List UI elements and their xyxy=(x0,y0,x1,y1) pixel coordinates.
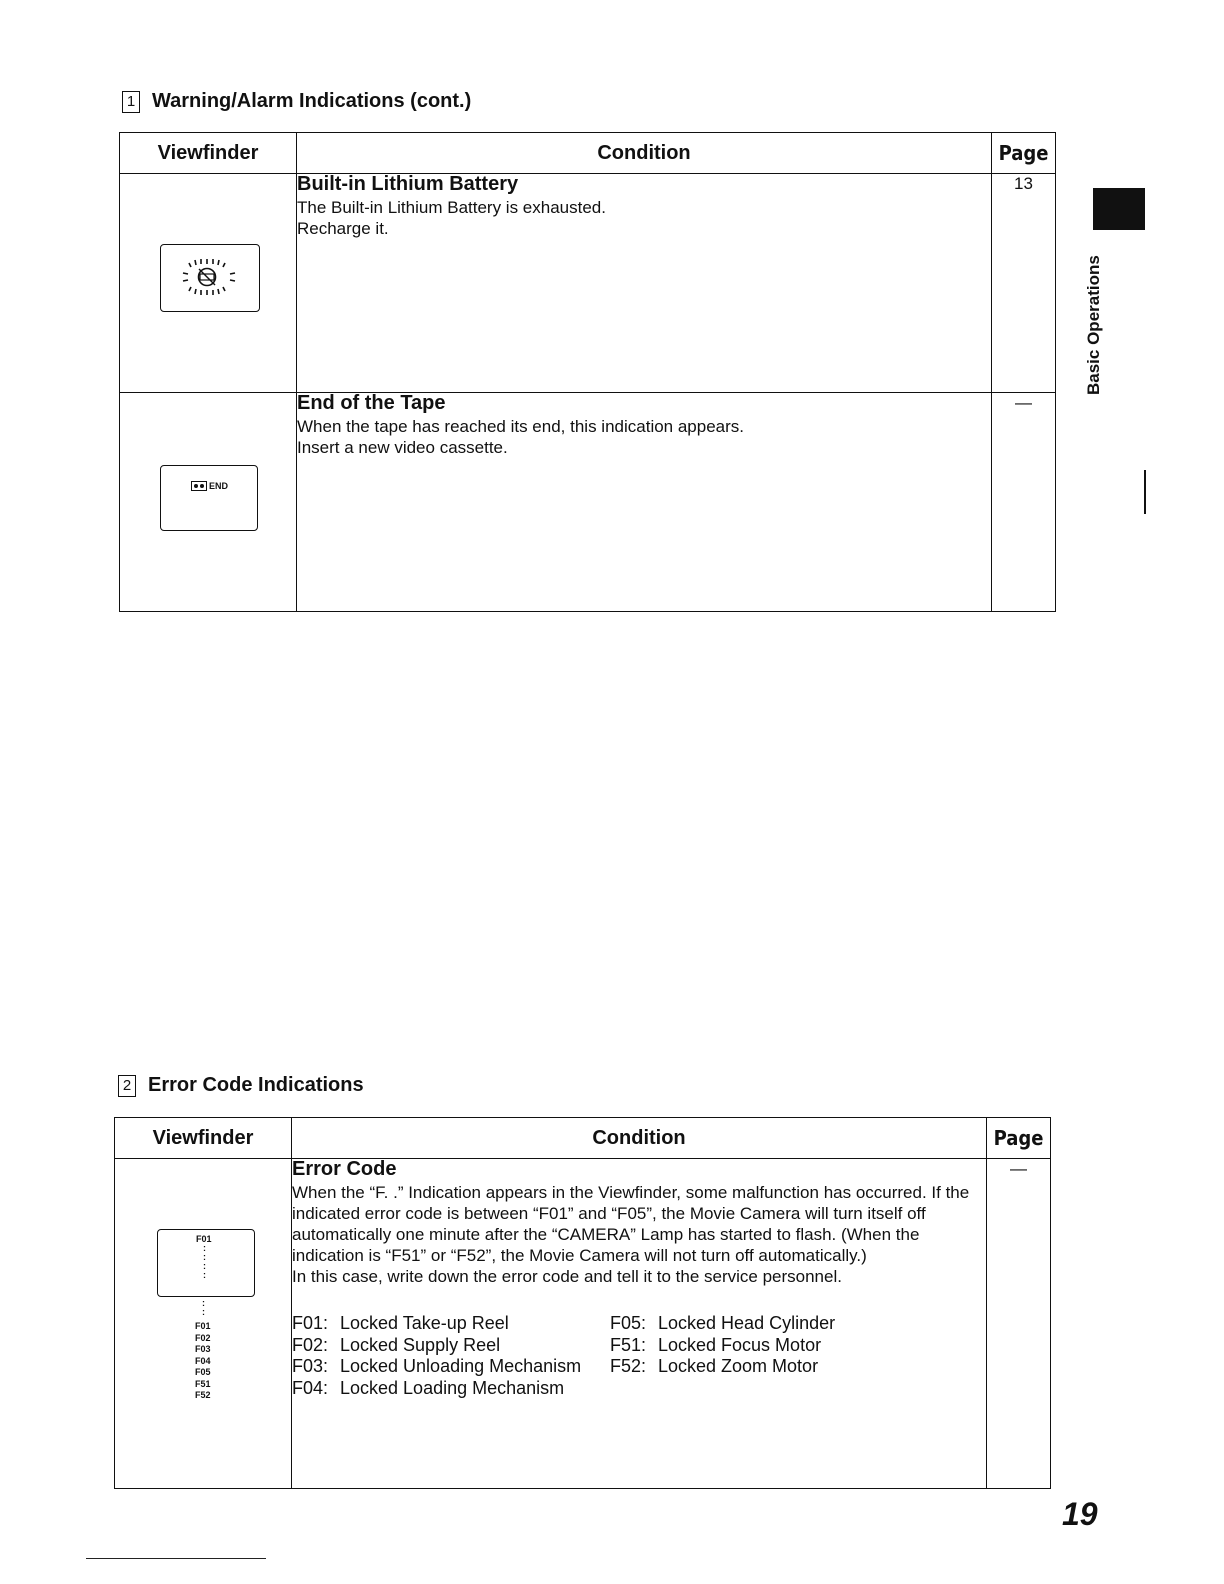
condition-title: End of the Tape xyxy=(297,392,446,414)
section2-title: Error Code Indications xyxy=(148,1074,364,1096)
section1-title: Warning/Alarm Indications (cont.) xyxy=(152,90,472,112)
condition-header: Condition xyxy=(292,1118,987,1159)
error-code: F52: xyxy=(610,1356,647,1376)
error-code-item xyxy=(610,1313,910,1335)
tape-end-text: END xyxy=(209,481,229,491)
error-code-column-left xyxy=(292,1313,610,1399)
viewfinder-cell xyxy=(115,1159,292,1489)
chapter-side-label: Basic Operations xyxy=(1084,255,1103,395)
error-code: F05: xyxy=(610,1313,647,1333)
error-code: F01: xyxy=(292,1313,329,1333)
error-code: F02: xyxy=(292,1334,329,1355)
error-code-desc: Locked Unloading Mechanism xyxy=(340,1356,582,1376)
error-code-desc: Locked Supply Reel xyxy=(340,1334,501,1355)
margin-rule xyxy=(1144,470,1146,514)
error-code-desc: Locked Zoom Motor xyxy=(658,1356,819,1376)
error-code-item xyxy=(292,1378,610,1400)
page-cell: — xyxy=(992,393,1056,612)
condition-text: When the “F. .” Indication appears in the Viewfinder, some malfunction has occurred. If the indicated error code is between “F01” and “F05”, the Movie Camera will turn itself off automatically one minute after the “CAMERA” Lamp has started to flash. (When the indication is “F51” or “F52”, the Movie Camera will not turn off automatically.) xyxy=(292,1183,970,1265)
tape-cassette-icon xyxy=(191,481,207,491)
condition-cell xyxy=(292,1159,987,1489)
condition-line: Recharge it. xyxy=(297,219,389,238)
viewfinder-code: F02 xyxy=(195,1332,211,1343)
error-code-desc: Locked Take-up Reel xyxy=(340,1313,509,1333)
error-code-display: F01 xyxy=(196,1234,212,1244)
viewfinder-code: F01 xyxy=(195,1321,211,1331)
viewfinder-code: F03 xyxy=(195,1344,211,1354)
error-code-column-right xyxy=(610,1313,910,1399)
page-cell: 13 xyxy=(992,174,1056,393)
condition-cell xyxy=(297,174,992,393)
error-code: F03: xyxy=(292,1356,329,1376)
section1-heading xyxy=(122,90,471,113)
condition-line: Insert a new video cassette. xyxy=(297,438,508,457)
condition-line: When the tape has reached its end, this indication appears. xyxy=(297,417,745,436)
page-header: Page xyxy=(992,133,1056,174)
viewfinder-code: F05 xyxy=(195,1367,211,1377)
footer-rule xyxy=(86,1558,266,1559)
warning-table xyxy=(119,132,1056,612)
error-code-item xyxy=(292,1335,610,1357)
condition-title: Built-in Lithium Battery xyxy=(297,173,519,195)
error-code-item xyxy=(610,1335,910,1357)
viewfinder-cell xyxy=(120,393,297,612)
error-code-item xyxy=(610,1356,910,1378)
viewfinder-header: Viewfinder xyxy=(120,133,297,174)
error-code-item xyxy=(292,1313,610,1335)
lithium-battery-warning-icon xyxy=(179,255,239,299)
section2-heading xyxy=(118,1074,364,1097)
viewfinder-code: F04 xyxy=(195,1355,211,1366)
continuation-dots: : : xyxy=(202,1298,205,1317)
page-number: 19 xyxy=(1062,1496,1098,1532)
condition-title: Error Code xyxy=(292,1158,397,1180)
viewfinder-display xyxy=(160,244,260,312)
error-code-desc: Locked Head Cylinder xyxy=(658,1313,836,1333)
viewfinder-code: F51 xyxy=(195,1378,211,1389)
condition-cell xyxy=(297,393,992,612)
condition-line: The Built-in Lithium Battery is exhausted. xyxy=(297,198,606,217)
error-code-table xyxy=(114,1117,1051,1489)
page-cell: — xyxy=(987,1159,1051,1489)
viewfinder-header: Viewfinder xyxy=(115,1118,292,1159)
condition-text: In this case, write down the error code and tell it to the service personnel. xyxy=(292,1267,842,1286)
error-code: F51: xyxy=(610,1334,647,1355)
continuation-dots: : : : : xyxy=(203,1243,206,1280)
viewfinder-code-list xyxy=(195,1321,211,1402)
chapter-tab-marker xyxy=(1093,188,1145,230)
viewfinder-code: F52 xyxy=(195,1390,211,1400)
error-code: F04: xyxy=(292,1377,329,1398)
viewfinder-display xyxy=(157,1229,255,1297)
error-code-desc: Locked Loading Mechanism xyxy=(340,1377,565,1398)
error-code-desc: Locked Focus Motor xyxy=(658,1334,822,1355)
error-code-item xyxy=(292,1356,610,1378)
viewfinder-cell xyxy=(120,174,297,393)
error-code-list xyxy=(292,1313,986,1399)
viewfinder-display xyxy=(160,465,258,531)
condition-header: Condition xyxy=(297,133,992,174)
section2-number: 2 xyxy=(118,1075,136,1097)
section1-number: 1 xyxy=(122,91,140,113)
page-header: Page xyxy=(987,1118,1051,1159)
